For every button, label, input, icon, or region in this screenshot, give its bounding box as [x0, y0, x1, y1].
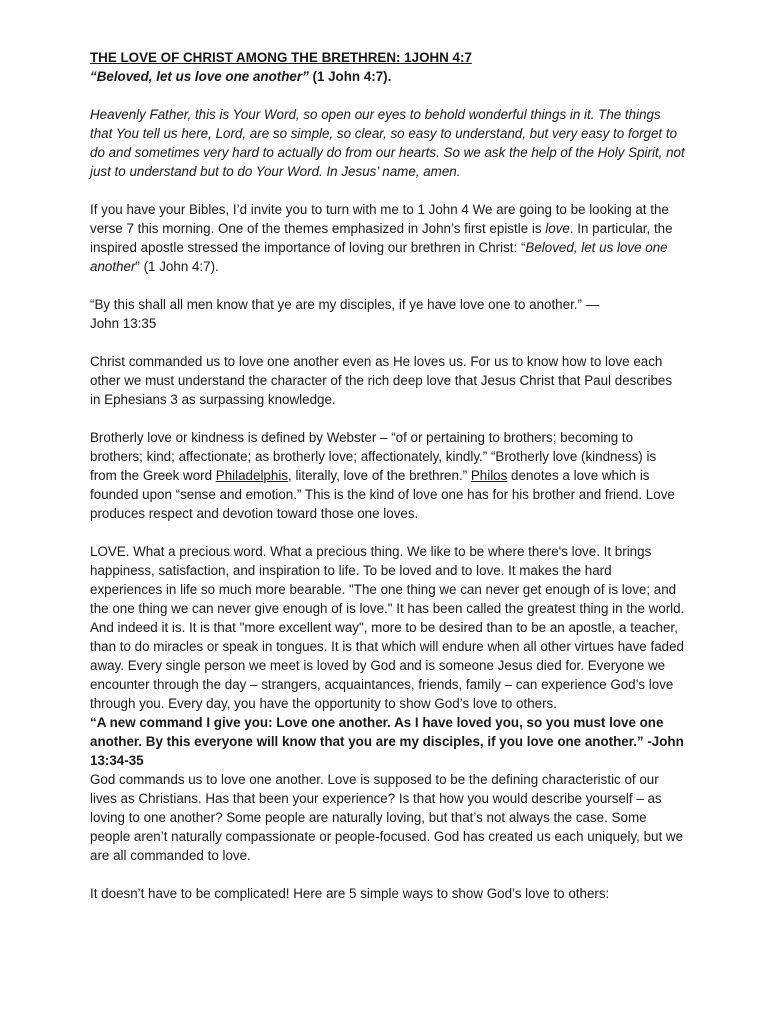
- philadelphis-term: Philadelphis: [215, 468, 288, 483]
- brotherly-love-paragraph: [90, 428, 686, 523]
- intro-text-1: If you have your Bibles, I’d invite you to turn with me to 1 John 4 We are going to be looking at the verse 7 this morning. One of the themes emphasized in John’s first epistle is: [90, 202, 669, 236]
- christ-commanded-paragraph: Christ commanded us to love one another even as He loves us. For us to know how to love each other we must understand the character of the rich deep love that Jesus Christ that Paul describes in Ephesians 3 as surpassing knowledge.: [90, 354, 673, 407]
- john-quote-text: “By this shall all men know that ye are my disciples, if ye have love one to another.” —: [90, 297, 600, 312]
- subtitle-quote: “Beloved, let us love one another”: [90, 69, 309, 84]
- simple-ways-paragraph: It doesn’t have to be complicated! Here are 5 simple ways to show God’s love to others:: [90, 886, 610, 901]
- new-command-quote: “A new command I give you: Love one another. As I have loved you, so you must love one another. By this everyone will know that you are my disciples, if you love one another.” -John 13:34-35: [90, 715, 684, 768]
- document-page: [90, 48, 686, 903]
- subtitle-verse: [90, 67, 686, 86]
- opening-prayer: Heavenly Father, this is Your Word, so open our eyes to behold wonderful things in it. The things that You tell us here, Lord, are so simple, so clear, so easy to understand, but very easy to forget to do and sometimes very hard to actually do from our hearts. So we ask the help of the Holy Spirit, not just to understand but to do Your Word. In Jesus’ name, amen.: [90, 107, 685, 179]
- intro-paragraph: [90, 200, 686, 276]
- brotherly-text-1: Brotherly love or kindness is defined by Webster – “of or pertaining to brothers; becoming to brothers; kind; affectionate; as brotherly love; affectionately, kindly.” “Brotherly love (kindness) is from the Greek word: [90, 430, 657, 483]
- intro-quote: Beloved, let us love one another: [90, 240, 668, 274]
- god-commands-paragraph: God commands us to love one another. Love is supposed to be the defining characteristic of our lives as Christians. Has that been your experience? Is that how you would describe yourself – as loving to one another? Some people are naturally loving, but that’s not always the case. Some people aren’t naturally compassionate or people-focused. God has created us each uniquely, but we are all commanded to love.: [90, 772, 684, 863]
- brotherly-text-2: , literally, love of the brethren.”: [288, 468, 471, 483]
- brotherly-text-3: denotes a love which is founded upon “sense and emotion.” This is the kind of love one has for his brother and friend. Love produces respect and devotion toward those one loves.: [90, 468, 675, 521]
- intro-text-3: ” (1 John 4:7).: [135, 259, 219, 274]
- philos-term: Philos: [470, 468, 508, 483]
- document-title: THE LOVE OF CHRIST AMONG THE BRETHREN: 1JOHN 4:7: [90, 50, 472, 65]
- subtitle-reference: (1 John 4:7).: [308, 69, 392, 84]
- love-paragraph: LOVE. What a precious word. What a precious thing. We like to be where there's love. It brings happiness, satisfaction, and inspiration to life. To be loved and to love. It makes the hard experiences in life so much more bearable. "The one thing we can never get enough of is love; and the one thing we can never give enough of is love." It has been called the greatest thing in the world. And indeed it is. It is that "more excellent way", more to be desired than to be an apostle, a teacher, than to do miracles or speak in tongues. It is that which will endure when all other virtues have faded away. Every single person we meet is loved by God and is someone Jesus died for. Everyone we encounter through the day – strangers, acquaintances, friends, family – can experience God’s love through you. Every day, you have the opportunity to show God’s love to others.: [90, 544, 685, 711]
- intro-text-2: . In particular, the inspired apostle stressed the importance of loving our brethren in Christ: “: [90, 221, 673, 255]
- john-quote: [90, 295, 686, 333]
- john-quote-reference: John 13:35: [90, 316, 157, 331]
- intro-love-word: love: [545, 221, 570, 236]
